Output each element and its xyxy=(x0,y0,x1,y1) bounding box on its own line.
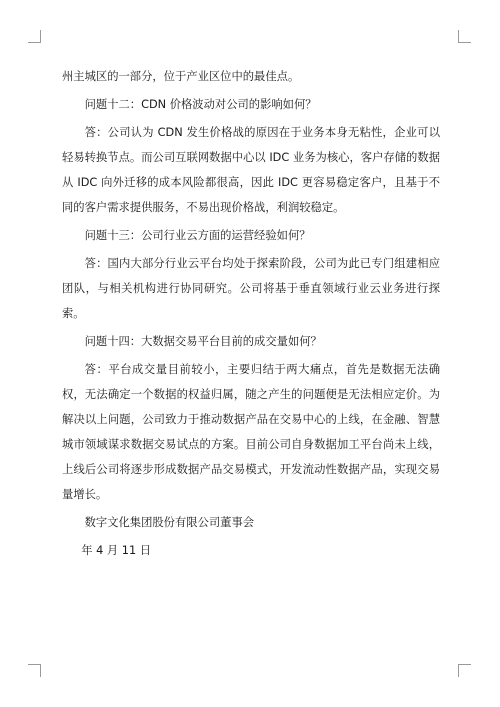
crop-mark-top-left xyxy=(28,30,41,43)
continuation-paragraph: 州主城区的一部分，位于产业区位中的最佳点。 xyxy=(62,70,300,83)
crop-mark-bottom-left xyxy=(28,664,41,677)
question-12: 问题十二：CDN 价格波动对公司的影响如何？ xyxy=(84,98,317,111)
question-13: 问题十三：公司行业云方面的运营经验如何？ xyxy=(84,229,311,242)
answer-13: 答：国内大部分行业云平台均处于探索阶段，公司为此已专门组建相应团队，与相关机构进行协同研究。公司将基于垂直领域行业云业务进行探索。 xyxy=(62,257,440,320)
answer-14: 答：平台成交量目前较小，主要归结于两大痛点，首先是数据无法确权，无法确定一个数据的权益归属，随之产生的问题便是无法相应定价。为解决以上问题，公司致力于推动数据产品在交易中心的上线，在金融、智慧城市领域谋求数据交易试点的方案。目前公司自身数据加工平台尚未上线，上线后公司将逐步形成数据产品交易模式，开发流动性数据产品，实现交易量增长。 xyxy=(62,363,440,501)
signature-line: 数字文化集团股份有限公司董事会 xyxy=(84,516,255,529)
document-body xyxy=(62,64,440,566)
crop-mark-bottom-right xyxy=(458,664,471,677)
question-14: 问题十四：大数据交易平台目前的成交量如何？ xyxy=(84,335,322,348)
crop-mark-top-right xyxy=(458,30,471,43)
answer-12: 答：公司认为 CDN 发生价格战的原因在于业务本身无粘性，企业可以轻易转换节点。而公司互联网数据中心以 IDC 业务为核心，客户存储的数据从 IDC 向外迁移的成本风险都很高，因此 IDC 更容易稳定客户，且基于不同的客户需求提供服务，不易出现价格战，利润较稳定。 xyxy=(62,126,440,214)
date-line: 年 4 月 11 日 xyxy=(81,544,152,557)
